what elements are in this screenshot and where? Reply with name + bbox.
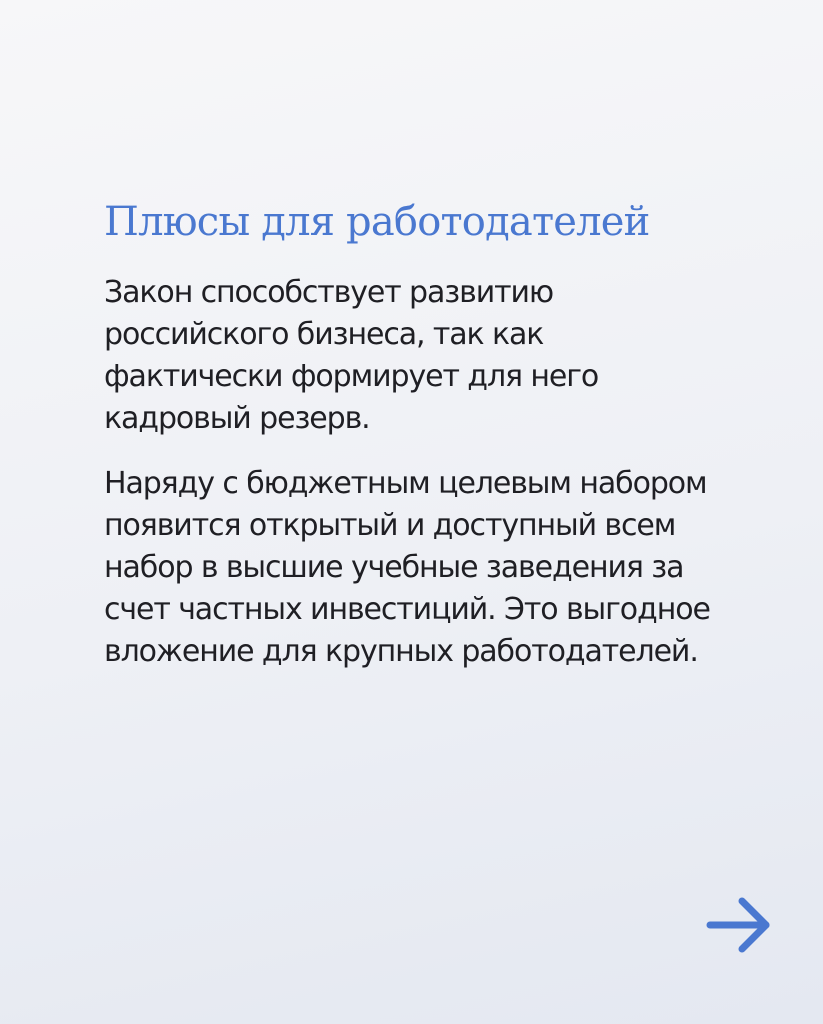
paragraph-2-line: вложение для крупных работодателей. <box>104 634 698 669</box>
paragraph-2-line: счет частных инвестиций. Это выгодное <box>104 592 710 627</box>
next-slide-button[interactable] <box>704 894 774 956</box>
slide-title: Плюсы для работодателей <box>104 199 650 245</box>
paragraph-2 <box>104 463 794 673</box>
arrow-right-icon <box>704 894 774 956</box>
paragraph-2-line: набор в высшие учебные заведения за <box>104 550 684 585</box>
paragraph-1-line: кадровый резерв. <box>104 401 370 436</box>
paragraph-1 <box>104 272 794 440</box>
paragraph-1-line: российского бизнеса, так как <box>104 317 544 352</box>
paragraph-2-line: Наряду с бюджетным целевым набором <box>104 466 707 501</box>
paragraph-2-line: появится открытый и доступный всем <box>104 508 676 543</box>
paragraph-1-line: Закон способствует развитию <box>104 275 554 310</box>
paragraph-1-line: фактически формирует для него <box>104 359 599 394</box>
